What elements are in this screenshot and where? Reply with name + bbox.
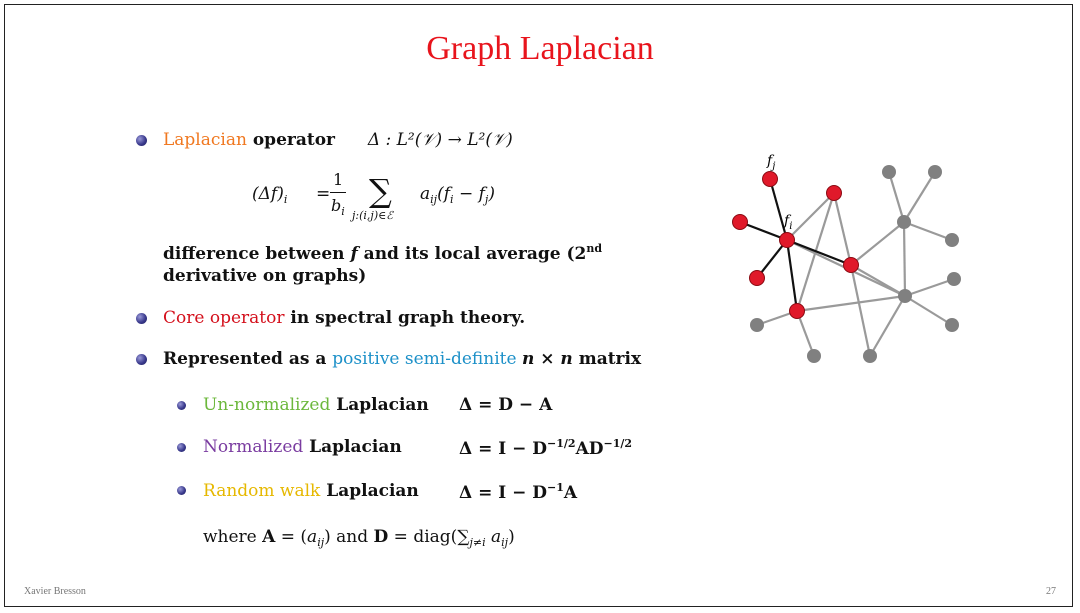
graph-node-fj [763, 172, 778, 187]
fraction-numerator: 1 [333, 170, 344, 189]
nf-a: Δ = I − D [459, 439, 548, 459]
graph-node [898, 289, 912, 303]
core-rest: in spectral graph theory. [284, 308, 526, 328]
n2: n [560, 349, 573, 369]
where-a: a [307, 527, 318, 547]
graph-node-fi [780, 233, 795, 248]
bullet-dot [136, 135, 147, 146]
psd-term: positive semi-definite [332, 349, 517, 369]
unnormalized-line [203, 395, 429, 415]
bullet-dot [136, 313, 147, 324]
nf-sup1: −1/2 [547, 437, 576, 450]
graph-illustration [720, 150, 980, 370]
random-walk-term: Random walk [203, 481, 321, 501]
where-sigma-sub: j≠i [469, 536, 486, 549]
fraction-bar [330, 192, 346, 193]
bullet-dot [136, 354, 147, 365]
graph-node [947, 272, 961, 286]
operator-text: operator [246, 130, 336, 150]
graph-node [844, 258, 859, 273]
rhs-fj-sub: j [484, 193, 489, 206]
rhs-close: ) [488, 184, 495, 204]
where-sigma: ∑ [457, 527, 470, 547]
rhs-a-sub: ij [430, 193, 438, 206]
core-operator-line [163, 308, 525, 328]
sub-bullet-dot [177, 486, 186, 495]
rhs-fi-sub: i [450, 193, 454, 206]
graph-node [945, 318, 959, 332]
rhs-a: a [420, 184, 431, 204]
where-eq1: = ( [275, 527, 308, 547]
graph-node [733, 215, 748, 230]
where-eq2: = diag( [388, 527, 458, 547]
footer-author: Xavier Bresson [24, 586, 86, 597]
den-sub: i [341, 205, 345, 218]
random-walk-line [203, 481, 419, 501]
slide-title: Graph Laplacian [426, 30, 654, 67]
n1: n [521, 349, 535, 369]
represented-line [163, 349, 641, 369]
sub-bullet-dot [177, 401, 186, 410]
random-walk-rest: Laplacian [320, 481, 419, 501]
lhs-text: (Δf) [252, 184, 284, 204]
times: × [534, 349, 561, 369]
diff-f: f [350, 244, 358, 264]
rw-sup1: −1 [547, 481, 564, 494]
rw-a: Δ = I − D [459, 483, 548, 503]
graph-node [750, 271, 765, 286]
operator-formula: Δ : L²(𝒱) → L²(𝒱) [367, 130, 513, 150]
nf-sup2: −1/2 [603, 437, 633, 450]
rw-mid: A [563, 483, 578, 503]
unnormalized-formula: Δ = D − A [459, 395, 553, 415]
graph-node [750, 318, 764, 332]
where-close2: ) [508, 527, 515, 547]
normalized-formula [459, 437, 632, 459]
where-close1: ) and [324, 527, 374, 547]
laplacian-term: Laplacian [163, 130, 247, 150]
diff-b: and its local average (2 [357, 244, 587, 264]
represented-lead: Represented as a [163, 349, 333, 369]
laplacian-operator-line [163, 130, 513, 150]
difference-line-1 [163, 242, 602, 264]
where-a-sub: ij [317, 536, 325, 549]
diff-a: difference between [163, 244, 351, 264]
lhs-sub: i [283, 193, 288, 206]
den-text: b [331, 196, 342, 215]
equation-equals: = [316, 184, 331, 204]
page-number: 27 [1046, 586, 1056, 597]
difference-line-2: derivative on graphs) [163, 266, 367, 286]
random-walk-formula [459, 481, 577, 503]
where-w: where [203, 527, 263, 547]
core-term: Core operator [163, 308, 285, 328]
graph-node [945, 233, 959, 247]
rhs-fj: − f [453, 184, 485, 204]
normalized-rest: Laplacian [303, 437, 402, 457]
graph-node [863, 349, 877, 363]
graph-node [790, 304, 805, 319]
label-fi: $f_i$ [784, 213, 793, 232]
fraction-denominator [331, 196, 345, 218]
represented-tail: matrix [572, 349, 642, 369]
graph-node [882, 165, 896, 179]
graph-node [807, 349, 821, 363]
where-D: D [373, 527, 389, 547]
sum-index: j:(i,j)∈ℰ [352, 209, 393, 222]
nf-mid: AD [575, 439, 604, 459]
where-a2: a [485, 527, 502, 547]
sum-sign: ∑ [369, 172, 392, 210]
normalized-term: Normalized [203, 437, 304, 457]
graph-node [928, 165, 942, 179]
equation-lhs [252, 184, 287, 206]
equation-rhs [420, 184, 495, 206]
where-A: A [262, 527, 276, 547]
where-line [203, 527, 515, 549]
unnormalized-term: Un-normalized [203, 395, 331, 415]
normalized-line [203, 437, 402, 457]
label-fj: $f_j$ [767, 153, 776, 172]
graph-node [897, 215, 911, 229]
where-a2-sub: ij [501, 536, 509, 549]
diff-sup: nd [586, 242, 603, 255]
rhs-fi: (f [437, 184, 451, 204]
sub-bullet-dot [177, 443, 186, 452]
graph-node [827, 186, 842, 201]
unnormalized-rest: Laplacian [330, 395, 429, 415]
